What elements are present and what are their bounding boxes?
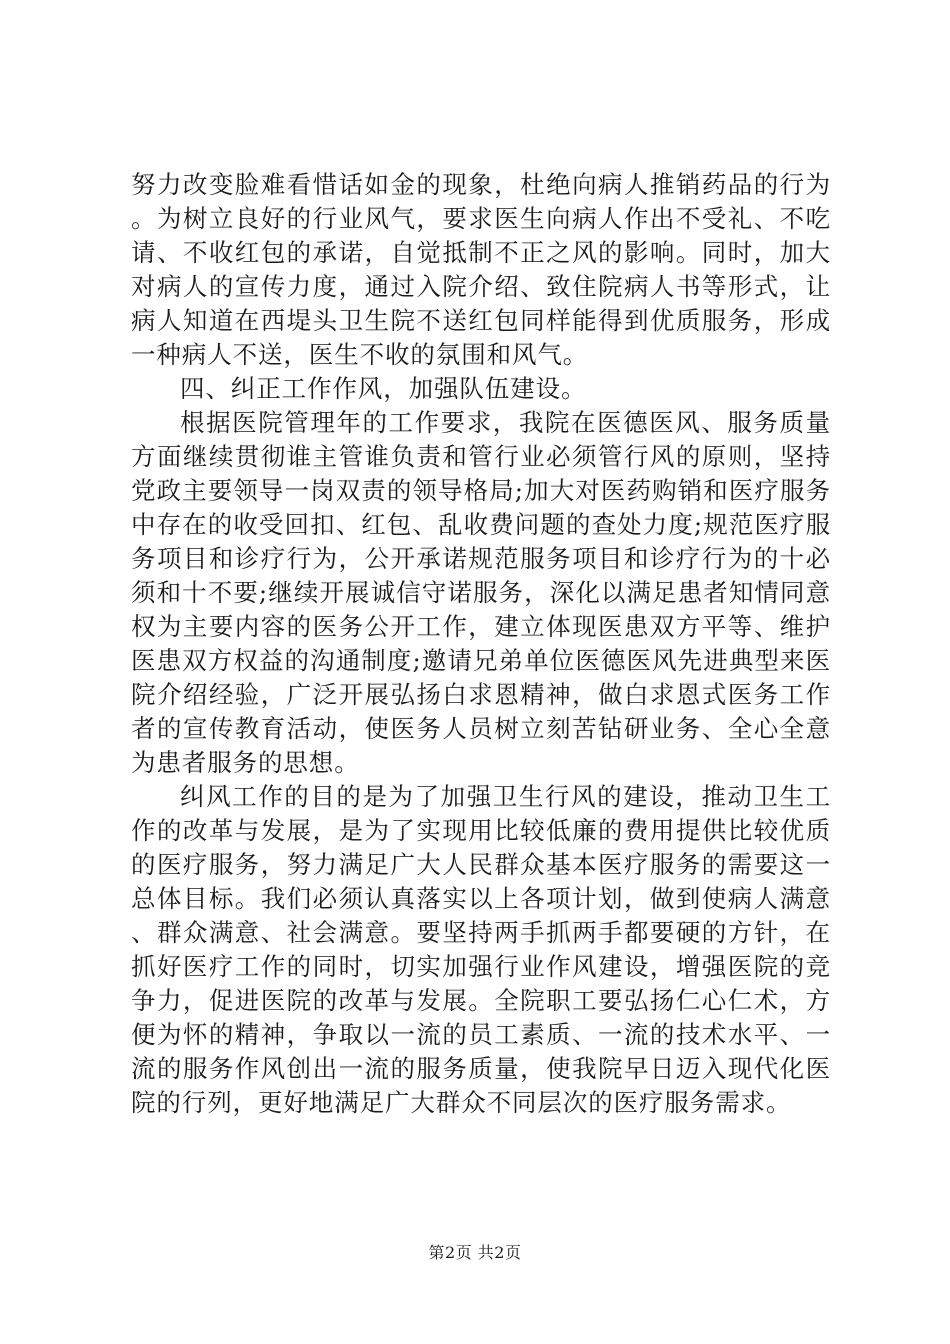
paragraph-conclusion: 纠风工作的目的是为了加强卫生行风的建设，推动卫生工作的改革与发展，是为了实现用比较低廉的费用提供比较优质的医疗服务，努力满足广大人民群众基本医疗服务的需要这一总体目标。我们必须认真落实以上各项计划，做到使病人满意、群众满意、社会满意。要坚持两手抓两手都要硬的方针，在抓好医疗工作的同时，切实加强行业作风建设，增强医院的竞争力，促进医院的改革与发展。全院职工要弘扬仁心仁术，方便为怀的精神，争取以一流的员工素质、一流的技术水平、一流的服务作风创出一流的服务质量，使我院早日迈入现代化医院的行列，更好地满足广大群众不同层次的医疗服务需求。: [131, 782, 831, 1117]
paragraph-continuation: 努力改变脸难看惜话如金的现象，杜绝向病人推销药品的行为。为树立良好的行业风气，要求医生向病人作出不受礼、不吃请、不收红包的承诺，自觉抵制不正之风的影响。同时，加大对病人的宣传力度，通过入院介绍、致住院病人书等形式，让病人知道在西堤头卫生院不送红包同样能得到优质服务，形成一种病人不送，医生不收的氛围和风气。: [131, 170, 831, 369]
section-heading: 四、纠正工作作风，加强队伍建设。: [180, 374, 587, 403]
document-body: [131, 168, 831, 1120]
paragraph-body: 根据医院管理年的工作要求，我院在医德医风、服务质量方面继续贯彻谁主管谁负责和管行业必须管行风的原则，坚持党政主要领导一岗双责的领导格局;加大对医药购销和医疗服务中存在的收受回扣、红包、乱收费问题的查处力度;规范医疗服务项目和诊疗行为，公开承诺规范服务项目和诊疗行为的十必须和十不要;继续开展诚信守诺服务，深化以满足患者知情同意权为主要内容的医务公开工作，建立体现医患双方平等、维护医患双方权益的沟通制度;邀请兄弟单位医德医风先进典型来医院介绍经验，广泛开展弘扬白求恩精神，做白求恩式医务工作者的宣传教育活动，使医务人员树立刻苦钻研业务、全心全意为患者服务的思想。: [131, 408, 831, 777]
page-footer: 第2页 共2页: [428, 1243, 522, 1262]
